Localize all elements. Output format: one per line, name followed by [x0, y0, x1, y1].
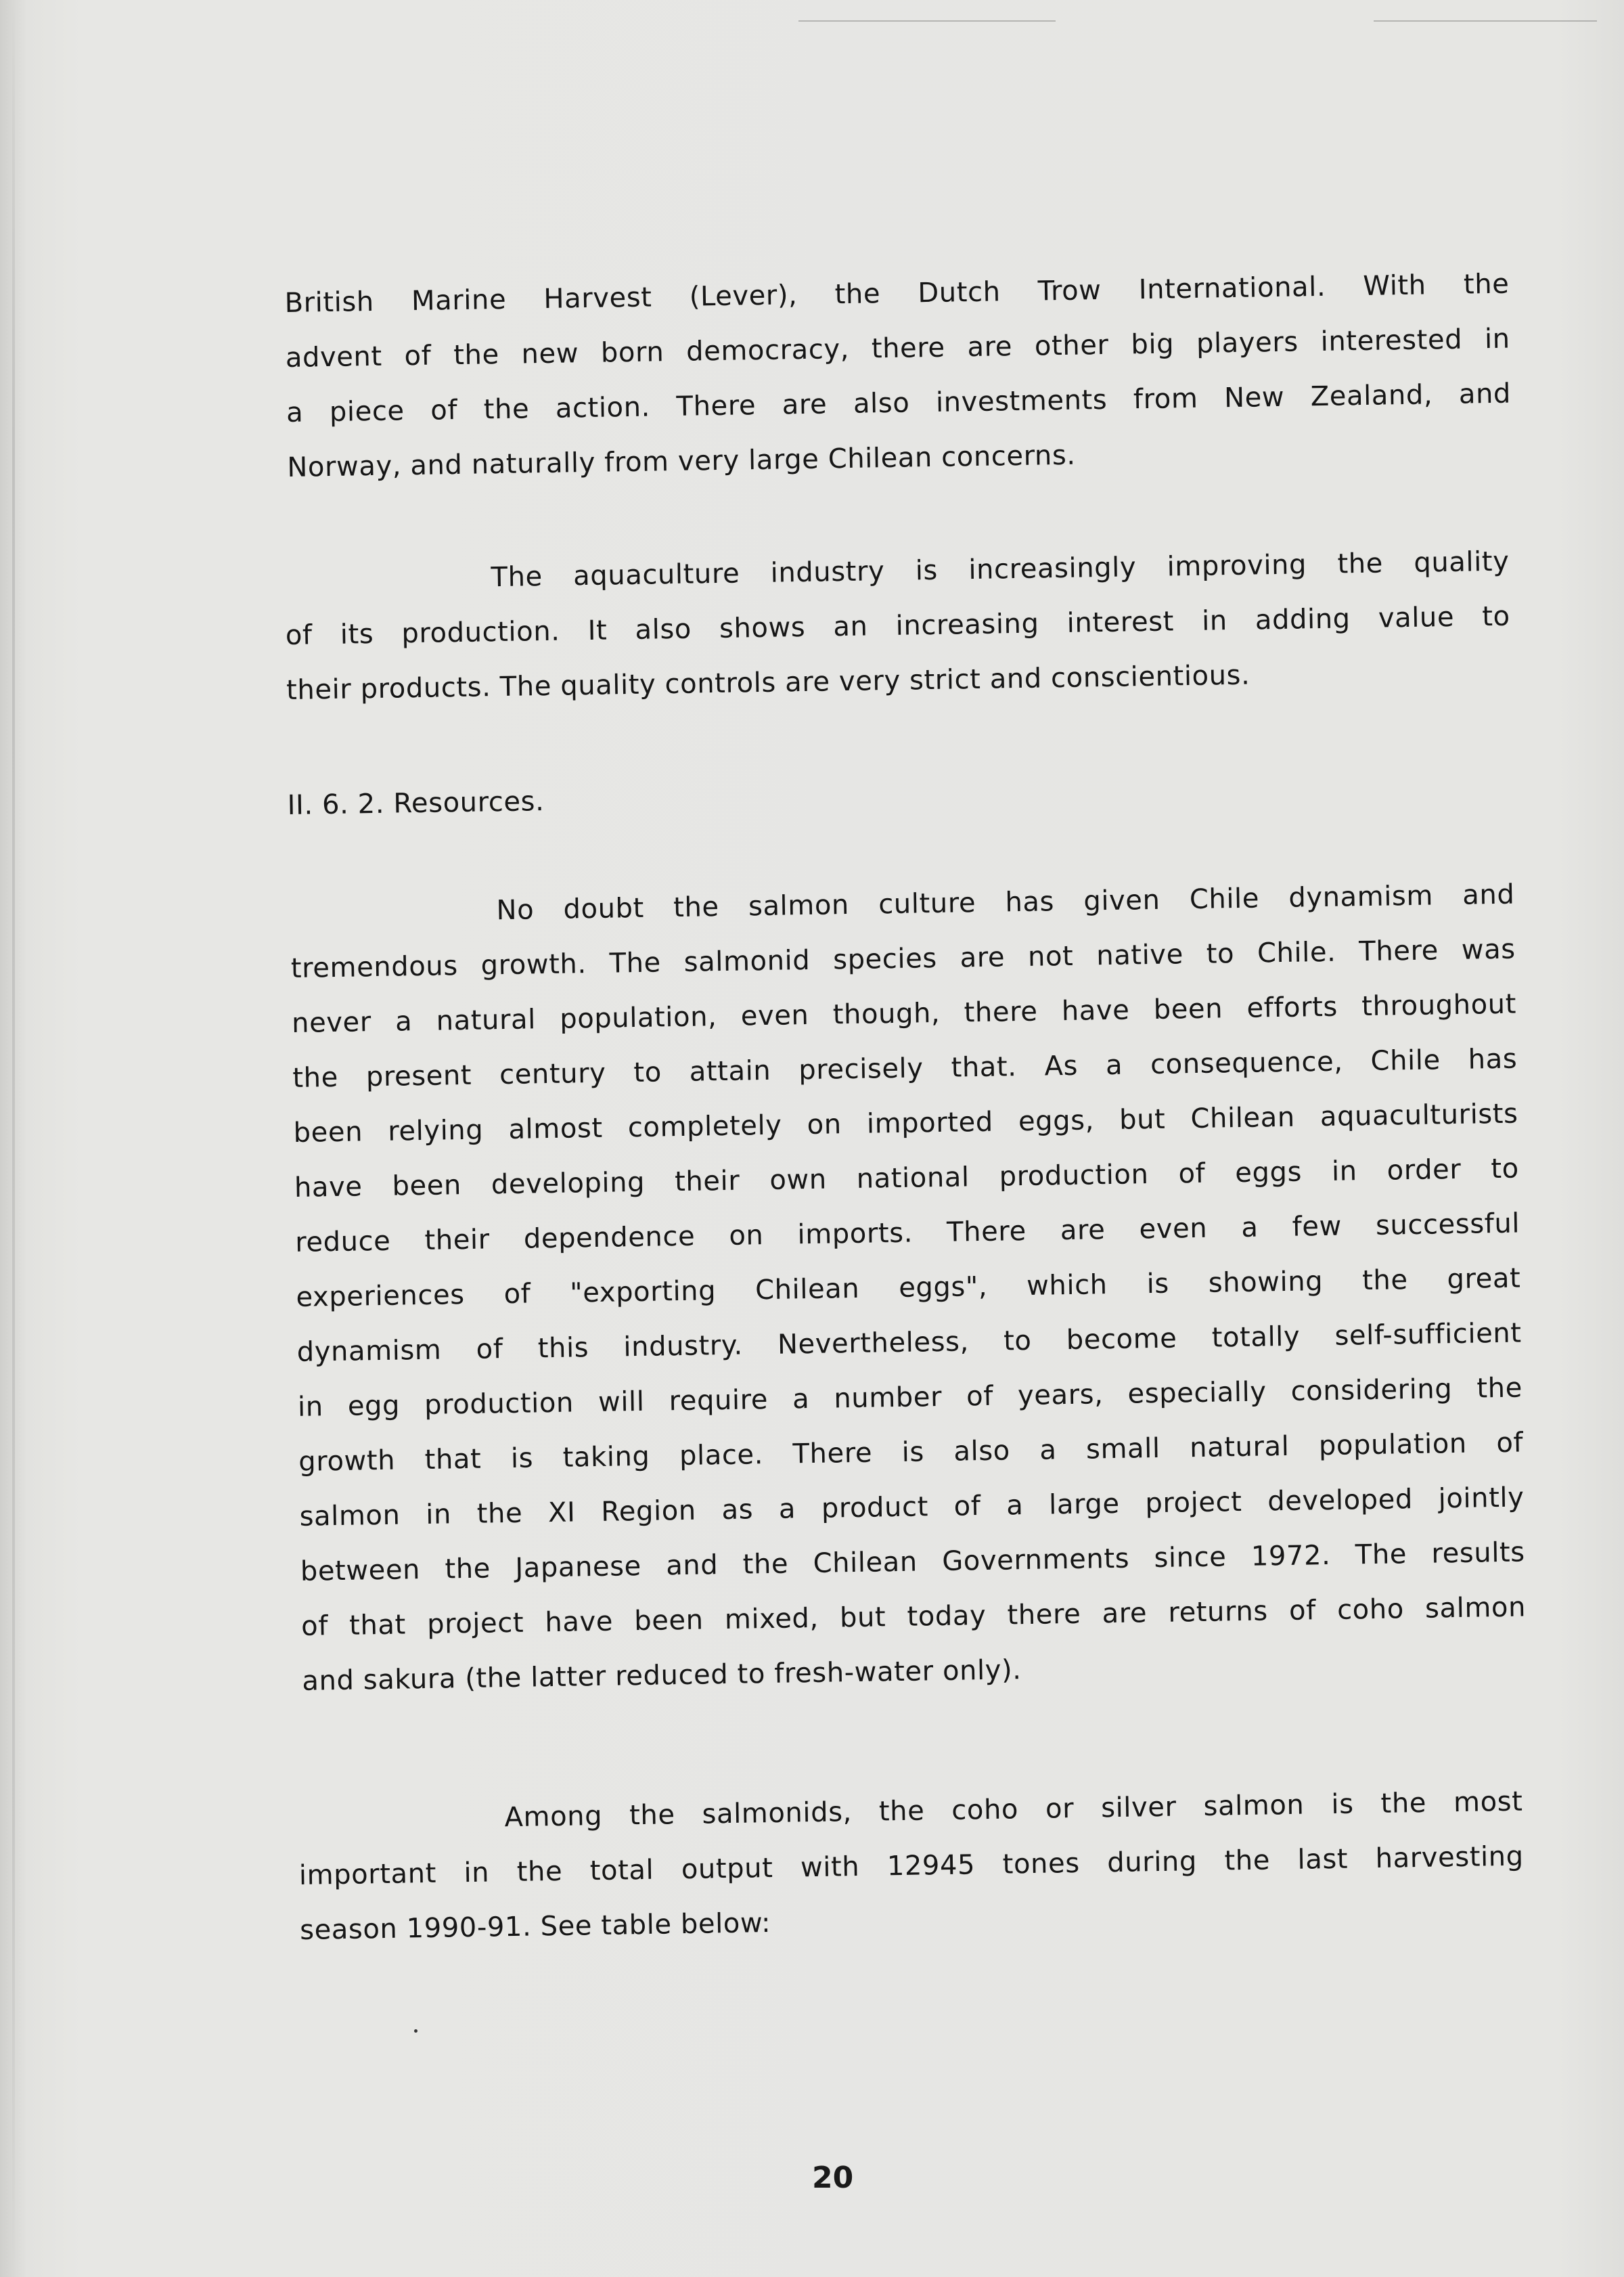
text-line: a piece of the action. There are also investments from New Zealand, and: [286, 378, 1512, 428]
text-line: Among the salmonids, the coho or silver salmon is the most: [504, 1786, 1523, 1834]
text-line: and sakura (the latter reduced to fresh-water only).: [302, 1654, 1022, 1697]
paragraph-resources: [290, 868, 1527, 1709]
text-line: the present century to attain precisely that. As a consequence, Chile has: [292, 1043, 1518, 1094]
scan-top-mark: [1374, 20, 1597, 22]
text-line: salmon in the XI Region as a product of a large project developed jointly: [299, 1482, 1525, 1532]
text-line: The aquaculture industry is increasingly improving the quality: [491, 546, 1510, 594]
text-line: between the Japanese and the Chilean Governments since 1972. The results: [300, 1537, 1526, 1587]
section-heading: II. 6. 2. Resources.: [287, 786, 545, 821]
paragraph-aquaculture-quality: [284, 535, 1512, 718]
text-line: important in the total output with 12945 tones during the last harvesting: [298, 1840, 1525, 1891]
stray-mark: [414, 2029, 418, 2033]
text-line: tremendous growth. The salmonid species are not native to Chile. There was: [290, 933, 1516, 984]
text-line: experiences of "exporting Chilean eggs", which is showing the great: [296, 1262, 1521, 1313]
section-heading-block: [287, 759, 1512, 833]
text-line: reduce their dependence on imports. There are even a few successful: [294, 1208, 1520, 1258]
text-line: have been developing their own national production of eggs in order to: [294, 1153, 1520, 1203]
paragraph-continuation: [284, 257, 1512, 495]
text-line: been relying almost completely on imported eggs, but Chilean aquaculturists: [293, 1098, 1518, 1149]
text-line: dynamism of this industry. Nevertheless, to become totally self-sufficient: [296, 1317, 1522, 1368]
scan-top-mark: [798, 20, 1056, 22]
page-number: 20: [812, 2161, 854, 2195]
text-line: their products. The quality controls are very strict and conscientious.: [286, 659, 1250, 706]
text-line: No doubt the salmon culture has given Chile dynamism and: [496, 879, 1515, 927]
text-line: of its production. It also shows an increasing interest in adding value to: [285, 600, 1511, 651]
text-line: of that project have been mixed, but today there are returns of coho salmon: [300, 1591, 1527, 1642]
text-line: in egg production will require a number of years, especially considering the: [297, 1372, 1523, 1423]
page-binding-edge: [12, 0, 15, 2277]
text-line: season 1990-91. See table below:: [299, 1907, 771, 1946]
paragraph-salmonids-output: [298, 1775, 1525, 1958]
text-line: Norway, and naturally from very large Chilean concerns.: [287, 439, 1077, 483]
text-line: never a natural population, even though, there have been efforts throughout: [291, 988, 1517, 1039]
text-line: advent of the new born democracy, there are other big players interested in: [285, 323, 1511, 374]
text-line: growth that is taking place. There is also a small natural population of: [298, 1427, 1524, 1478]
text-line: British Marine Harvest (Lever), the Dutch Trow International. With the: [284, 268, 1510, 319]
